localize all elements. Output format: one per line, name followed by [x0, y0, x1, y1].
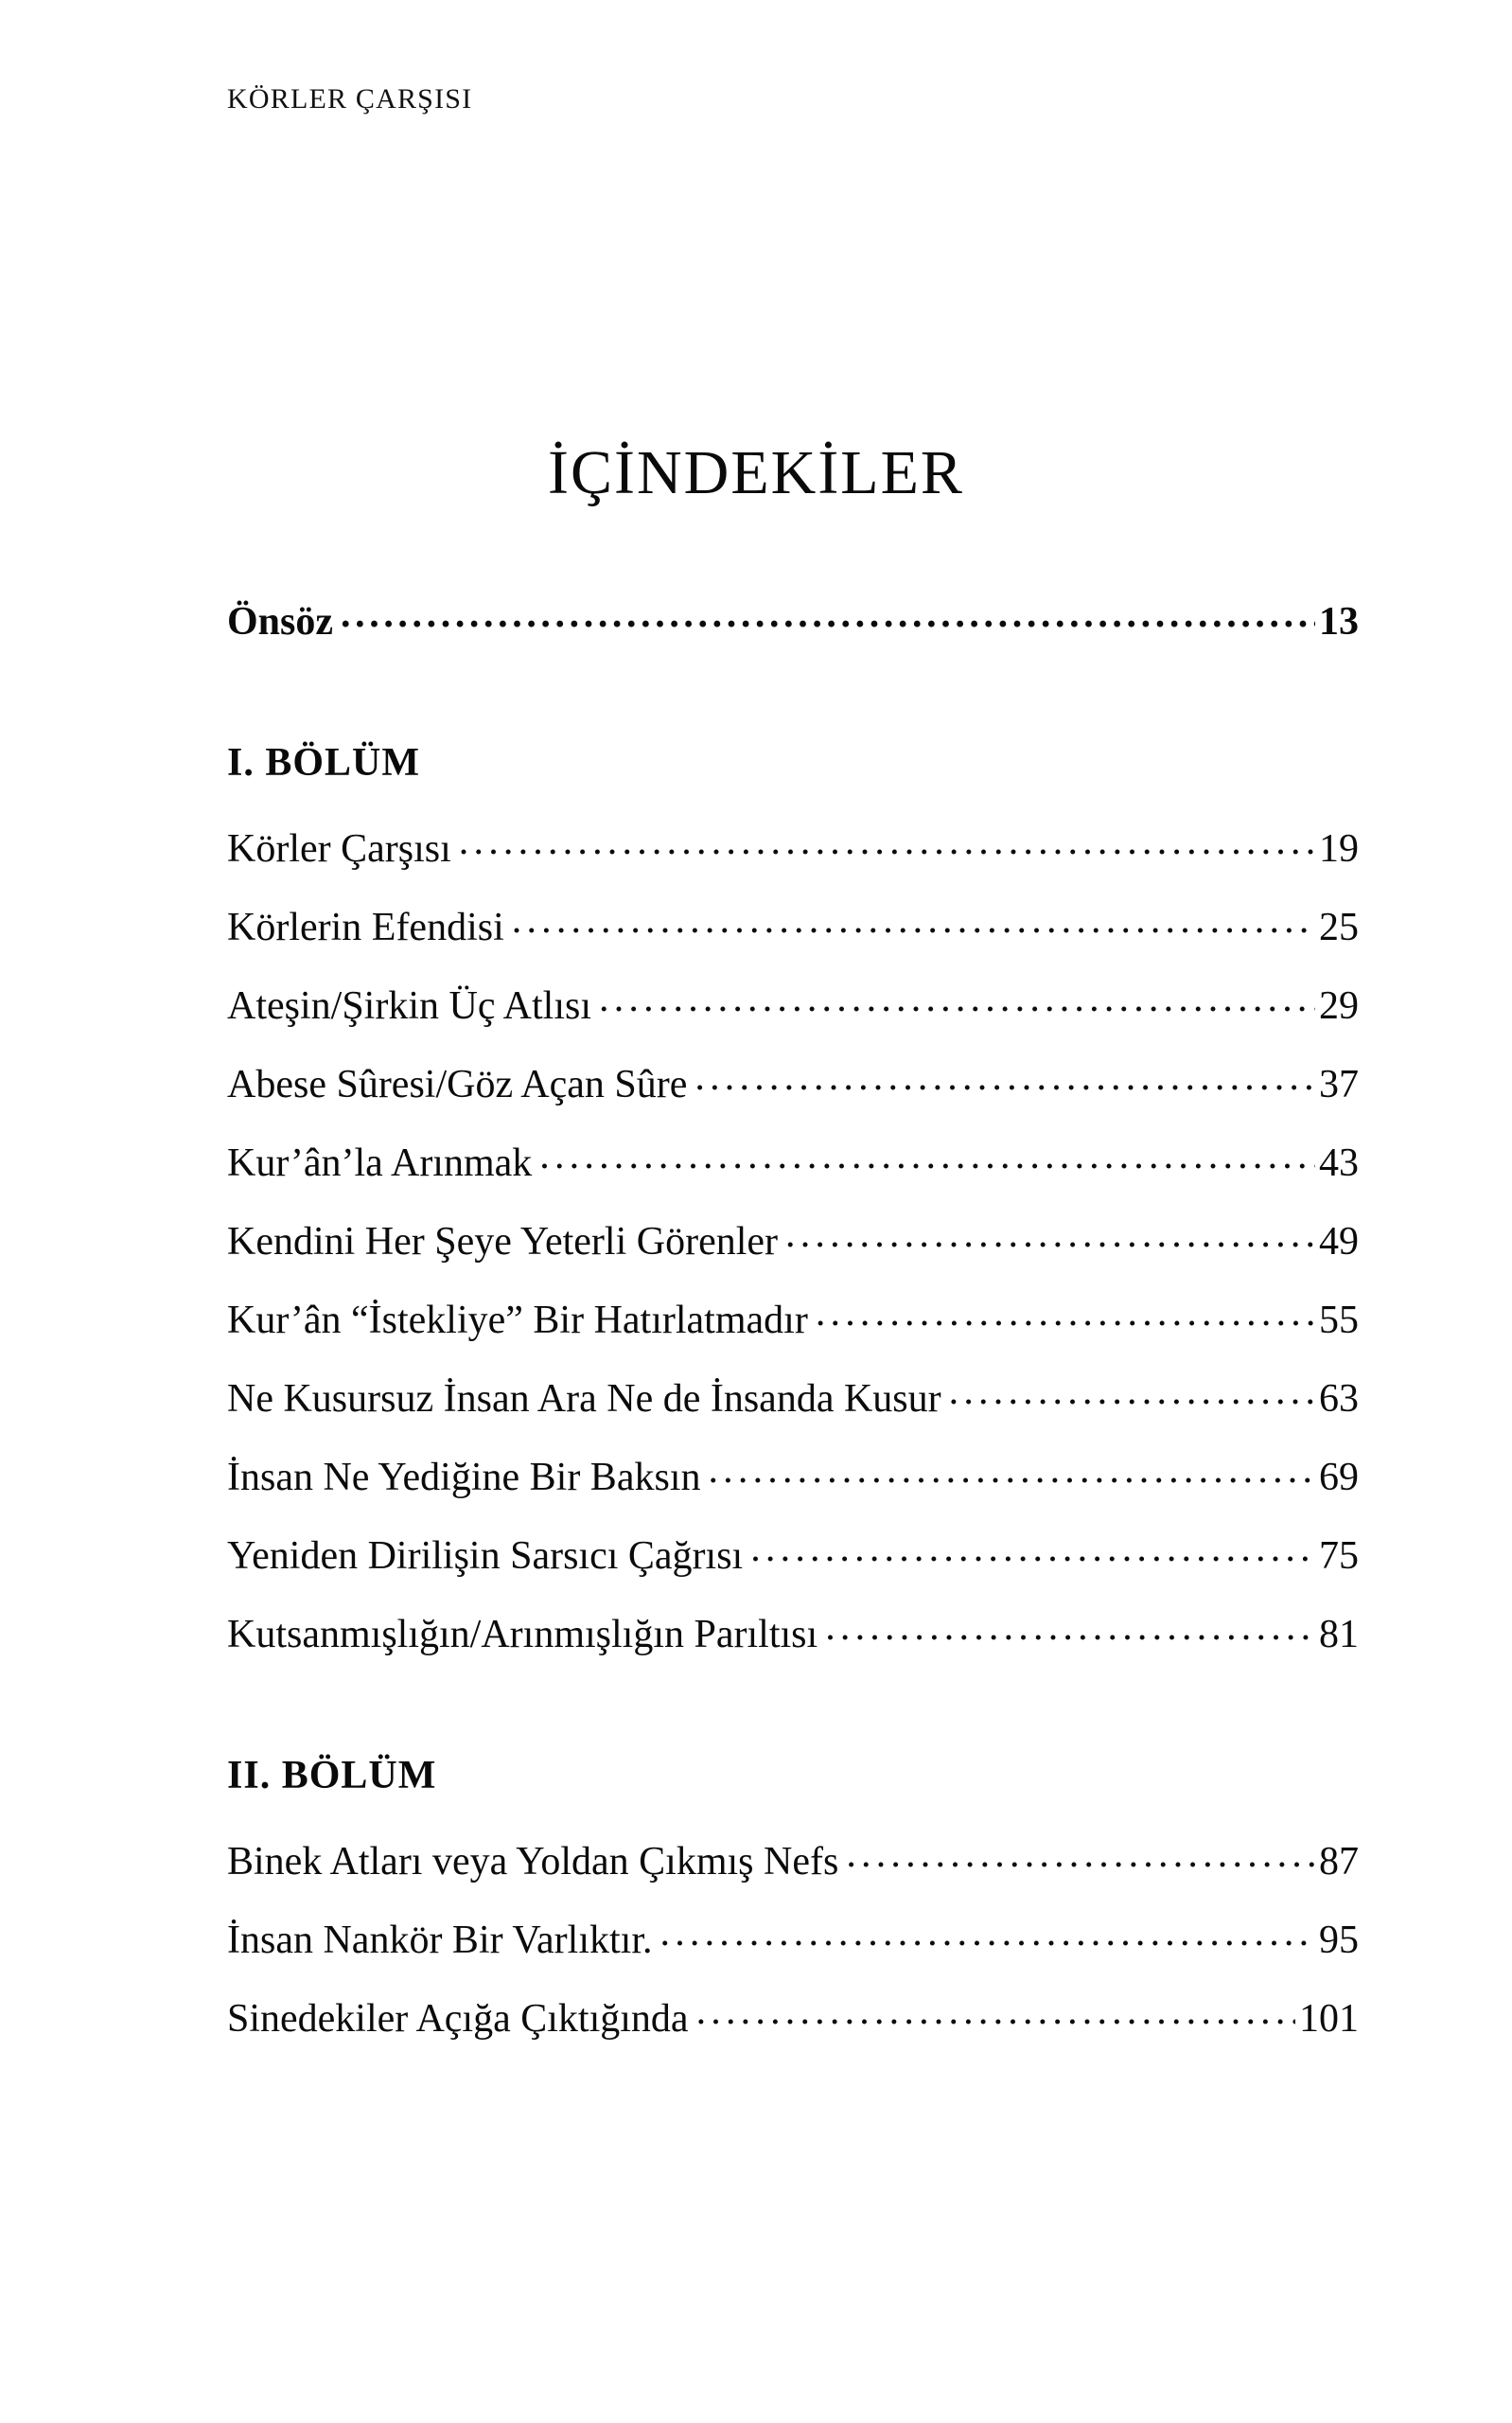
dot-leader [785, 1214, 1315, 1254]
toc-entry-label: Kendini Her Şeye Yeterli Görenler [227, 1220, 779, 1264]
toc-entry-label: Kutsanmışlığın/Arınmışlığın Parıltısı [227, 1613, 818, 1656]
toc-entry-label: Ateşin/Şirkin Üç Atlısı [227, 984, 592, 1028]
toc-entry-page: 81 [1319, 1613, 1359, 1656]
dot-leader [949, 1371, 1315, 1411]
toc-entry-label: İnsan Ne Yediğine Bir Baksın [227, 1456, 701, 1499]
toc-entry-page: 63 [1319, 1377, 1359, 1421]
dot-leader [825, 1607, 1315, 1647]
toc-entry-label: İnsan Nankör Bir Varlıktır. [227, 1919, 653, 1962]
toc-entry-page: 69 [1319, 1456, 1359, 1499]
toc-entry-page: 55 [1319, 1299, 1359, 1342]
toc-entry[interactable] [227, 822, 1359, 900]
part-heading-2: II. BÖLÜM [227, 1754, 437, 1797]
toc-entry-page: 43 [1319, 1141, 1359, 1185]
toc-entry-page: 25 [1319, 906, 1359, 949]
dot-leader [341, 594, 1315, 634]
dot-leader [846, 1834, 1315, 1874]
dot-leader [708, 1450, 1315, 1490]
dot-leader [750, 1529, 1315, 1568]
toc-entry-page: 37 [1319, 1063, 1359, 1106]
dot-leader [694, 1057, 1315, 1097]
toc-entry-label: Kur’ân’la Arınmak [227, 1141, 533, 1185]
toc-entry[interactable] [227, 1607, 1359, 1686]
toc-entry[interactable] [227, 1529, 1359, 1607]
toc-entry[interactable] [227, 1371, 1359, 1450]
toc-entry-label: Yeniden Dirilişin Sarsıcı Çağrısı [227, 1534, 744, 1578]
toc-entry-page: 101 [1299, 1997, 1359, 2041]
page-title: İÇİNDEKİLER [548, 438, 964, 507]
toc-entry[interactable] [227, 1136, 1359, 1214]
toc-entry[interactable] [227, 1450, 1359, 1529]
toc-entry[interactable] [227, 1057, 1359, 1136]
toc-entry[interactable] [227, 1913, 1359, 1991]
toc-entry[interactable] [227, 1214, 1359, 1293]
toc-entry-label: Ne Kusursuz İnsan Ara Ne de İnsanda Kusur [227, 1377, 941, 1421]
toc-entry-label: Körlerin Efendisi [227, 906, 504, 949]
toc-entry-label: Kur’ân “İstekliye” Bir Hatırlatmadır [227, 1299, 808, 1342]
toc-entry-label: Abese Sûresi/Göz Açan Sûre [227, 1063, 688, 1106]
running-header: KÖRLER ÇARŞISI [227, 83, 473, 115]
toc-entry-page: 75 [1319, 1534, 1359, 1578]
dot-leader [459, 822, 1315, 861]
dot-leader [696, 1991, 1295, 2031]
part-heading-1: I. BÖLÜM [227, 741, 421, 785]
toc-entry-label: Sinedekiler Açığa Çıktığında [227, 1997, 689, 2041]
toc-entry-label: Binek Atları veya Yoldan Çıkmış Nefs [227, 1840, 839, 1884]
table-of-contents [227, 594, 1359, 2070]
dot-leader [539, 1136, 1315, 1176]
toc-entry[interactable] [227, 1293, 1359, 1371]
toc-entry[interactable] [227, 900, 1359, 979]
dot-leader [816, 1293, 1315, 1333]
toc-entry[interactable] [227, 979, 1359, 1057]
toc-entry-label: Önsöz [227, 600, 334, 644]
dot-leader [599, 979, 1315, 1018]
dot-leader [512, 900, 1315, 940]
toc-entry-preface[interactable] [227, 594, 1359, 673]
section-spacer [227, 1686, 1359, 1756]
dot-leader [660, 1913, 1316, 1953]
section-spacer [227, 673, 1359, 743]
toc-entry[interactable] [227, 1991, 1359, 2070]
toc-entry[interactable] [227, 1834, 1359, 1913]
toc-entry-label: Körler Çarşısı [227, 827, 451, 871]
toc-entry-page: 95 [1319, 1919, 1359, 1962]
toc-entry-page: 87 [1319, 1840, 1359, 1884]
toc-entry-page: 49 [1319, 1220, 1359, 1264]
toc-entry-page: 29 [1319, 984, 1359, 1028]
toc-entry-page: 19 [1319, 827, 1359, 871]
toc-entry-page: 13 [1319, 600, 1359, 644]
